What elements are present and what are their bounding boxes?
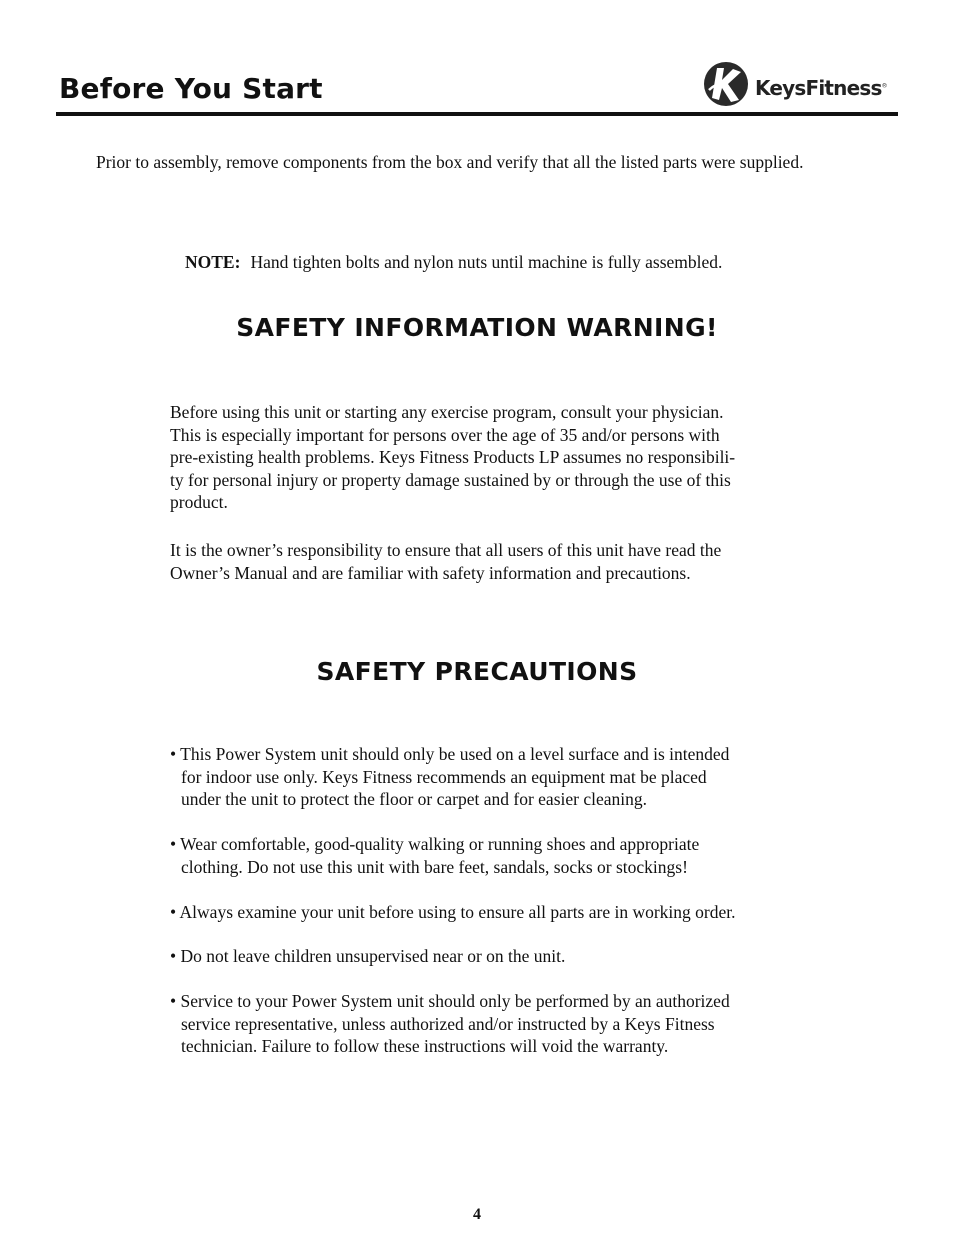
warning-paragraph-1: [170, 401, 810, 514]
text-line: service representative, unless authorized and/or instructed by a Keys Fitness: [181, 1013, 715, 1034]
text-line: • Service to your Power System unit should only be performed by an authorized: [170, 991, 730, 1011]
text-line: technician. Failure to follow these instructions will void the warranty.: [181, 1036, 669, 1056]
text-line: ty for personal injury or property damage sustained by or through the use of this: [170, 469, 731, 490]
text-line: Before using this unit or starting any exercise program, consult your physician.: [170, 402, 724, 422]
text-line: This is especially important for persons over the age of 35 and/or persons with: [170, 424, 720, 445]
note-label: NOTE:: [185, 252, 241, 272]
text-line: • Wear comfortable, good-quality walking or running shoes and appropriate: [170, 834, 700, 854]
list-item: [170, 945, 565, 968]
text-line: clothing. Do not use this unit with bare feet, sandals, socks or stockings!: [181, 856, 688, 877]
text-line: Owner’s Manual and are familiar with safety information and precautions.: [170, 562, 691, 583]
text-line: pre-existing health problems. Keys Fitness Products LP assumes no responsibili-: [170, 447, 736, 467]
page-number: 4: [473, 1206, 481, 1223]
logo-wordmark: KeysFitness®: [755, 76, 887, 100]
intro-paragraph: Prior to assembly, remove components from the box and verify that all the listed parts were supplied.: [96, 152, 804, 172]
list-item: [170, 743, 729, 811]
page-title: Before You Start: [59, 72, 323, 105]
note-paragraph: [185, 251, 722, 274]
list-item: [170, 901, 736, 924]
text-line: It is the owner’s responsibility to ensure that all users of this unit have read the: [170, 540, 722, 560]
safety-precautions-heading: SAFETY PRECAUTIONS: [316, 657, 638, 686]
text-line: product.: [170, 492, 228, 512]
note-text: Hand tighten bolts and nylon nuts until machine is fully assembled.: [250, 252, 723, 272]
list-item: [170, 833, 699, 878]
text-line: • Do not leave children unsupervised near or on the unit.: [170, 946, 566, 966]
safety-warning-heading: SAFETY INFORMATION WARNING!: [236, 313, 718, 342]
header-divider: [56, 112, 898, 116]
list-item: [170, 990, 730, 1058]
text-line: • This Power System unit should only be used on a level surface and is intended: [170, 744, 730, 764]
keys-fitness-logo-icon: [703, 60, 749, 108]
text-line: • Always examine your unit before using to ensure all parts are in working order.: [170, 902, 736, 922]
text-line: for indoor use only. Keys Fitness recommends an equipment mat be placed: [181, 766, 707, 787]
text-line: under the unit to protect the floor or carpet and for easier cleaning.: [181, 789, 647, 809]
warning-paragraph-2: [170, 539, 810, 584]
keys-fitness-logo: [703, 60, 898, 110]
